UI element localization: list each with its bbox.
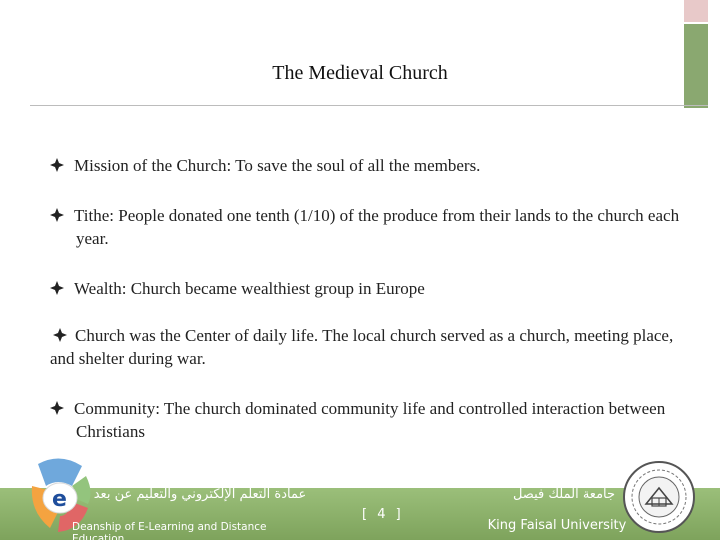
- svg-text:e: e: [52, 487, 67, 512]
- page-number: [ 4 ]: [362, 507, 401, 522]
- bullet-item: [50, 397, 690, 443]
- side-accent-top: [684, 0, 708, 22]
- university-arabic-name: جامعة الملك فيصل: [512, 487, 616, 502]
- bullet-text: Mission of the Church: To save the soul of all the members.: [74, 156, 481, 175]
- university-seal-icon: [622, 460, 696, 534]
- slide-title: The Medieval Church: [272, 62, 448, 84]
- bullet-text: : People donated one tenth (1/10) of the produce from their lands to the church each year.: [76, 206, 680, 248]
- diamond-bullet-icon: [50, 401, 64, 415]
- diamond-bullet-icon: [50, 208, 64, 222]
- diamond-bullet-icon: [50, 281, 64, 295]
- bullet-text: Wealth: Church became wealthiest group in Europe: [74, 279, 425, 298]
- diamond-bullet-icon: [53, 328, 67, 342]
- bullet-item: [50, 277, 690, 300]
- bullet-text: Community: The church dominated community life and controlled interaction between Christians: [74, 399, 666, 441]
- bullet-item: [50, 324, 690, 370]
- bullet-item: [50, 154, 690, 177]
- bullet-text: Church was the Center of daily life. The local church served as a church, meeting place, and shelter during war.: [50, 326, 674, 368]
- diamond-bullet-icon: [50, 158, 64, 172]
- bullet-item: [50, 204, 690, 250]
- deanship-english-name: Deanship of E-Learning and Distance Education: [72, 521, 267, 545]
- bullet-lead: Tithe: [74, 206, 110, 225]
- university-english-name: King Faisal University: [487, 518, 627, 533]
- deanship-arabic-name: عمادة التعلم الإلكتروني والتعليم عن بعد: [93, 487, 307, 502]
- title-divider: [30, 105, 708, 106]
